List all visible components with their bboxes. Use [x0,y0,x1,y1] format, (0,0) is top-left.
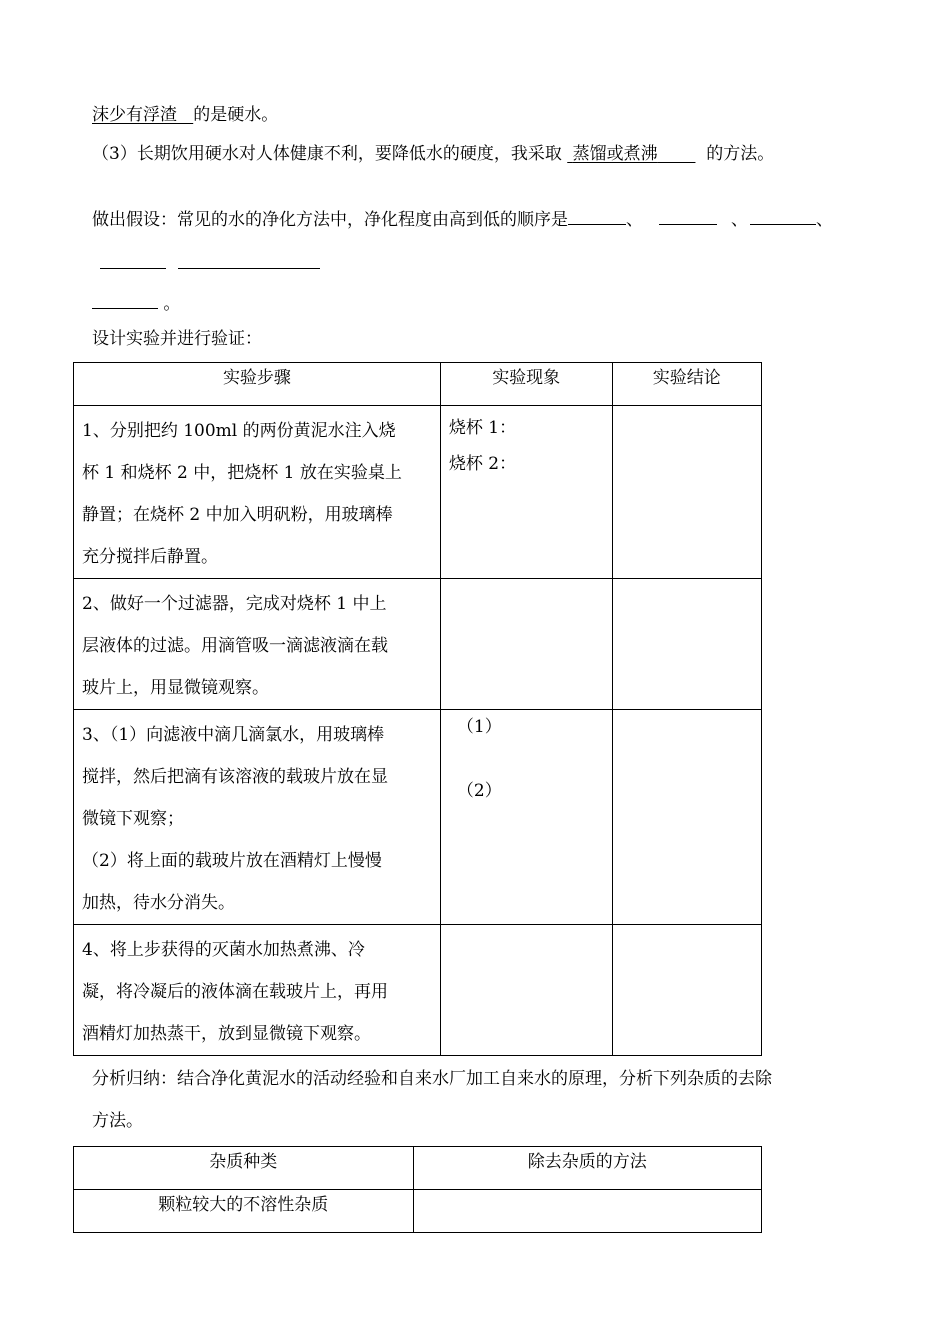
period: 。 [163,294,181,314]
blank-1[interactable] [568,206,626,225]
removal-method-cell[interactable] [413,1190,762,1233]
blank-4[interactable] [100,250,166,269]
header-impurity-type: 杂质种类 [74,1147,414,1190]
intro-line-2 [92,143,774,165]
phenomenon-cell[interactable] [440,579,612,710]
separator: 、 [626,210,643,230]
header-removal-method: 除去杂质的方法 [413,1147,762,1190]
hypothesis-text: 做出假设：常见的水的净化方法中，净化程度由高到低的顺序是 [92,210,568,230]
conclusion-cell[interactable] [612,710,762,925]
phenomenon-cell[interactable]: 烧杯 1： 烧杯 2： [440,406,612,579]
conclusion-cell[interactable] [612,925,762,1056]
analysis-line-2: 方法。 [92,1111,143,1131]
answer-method: 蒸馏或煮沸 [572,144,658,164]
separator: 、 [816,210,833,230]
intro-line-2-prefix: （3）长期饮用硬水对人体健康不利，要降低水的硬度，我采取 [92,144,562,164]
phenomenon-cell[interactable]: （1） （2） [440,710,612,925]
analysis-line-1: 分析归纳：结合净化黄泥水的活动经验和自来水厂加工自来水的原理，分析下列杂质的去除 [92,1069,772,1089]
blank-5[interactable] [178,250,320,269]
intro-line-2-suffix: 的方法。 [706,144,775,164]
header-conclusion: 实验结论 [612,363,762,406]
intro-line-1-rest: 的是硬水。 [193,105,279,125]
hypothesis-line [92,206,833,231]
table-row [74,710,762,925]
conclusion-cell[interactable] [612,406,762,579]
header-phenomenon: 实验现象 [440,363,612,406]
conclusion-cell[interactable] [612,579,762,710]
hypothesis-blanks-row [100,250,320,275]
table-row [74,1190,762,1233]
experiment-table-header [74,363,762,406]
step-cell: 1、分别把约 100ml 的两份黄泥水注入烧 杯 1 和烧杯 2 中，把烧杯 1 放在实验桌上 静置；在烧杯 2 中加入明矾粉，用玻璃棒 充分搅拌后静置。 [74,406,441,579]
table-row [74,579,762,710]
impurity-type-cell: 颗粒较大的不溶性杂质 [74,1190,414,1233]
phenomenon-cell[interactable] [440,925,612,1056]
experiment-table [73,362,762,1056]
table-row [74,925,762,1056]
intro-line-1 [92,104,278,126]
separator: 、 [731,210,748,230]
impurity-table [73,1146,762,1233]
table-row [74,406,762,579]
hypothesis-end-row [92,290,180,315]
blank-2[interactable] [659,206,717,225]
step-cell: 4、将上步获得的灭菌水加热煮沸、冷 凝，将冷凝后的液体滴在载玻片上，再用 酒精灯加热蒸干，放到显微镜下观察。 [74,925,441,1056]
impurity-table-header [74,1147,762,1190]
header-steps: 实验步骤 [74,363,441,406]
answer-underlined: 沫少有浮渣 [92,105,177,125]
blank-6[interactable] [92,290,158,309]
step-cell: 2、做好一个过滤器，完成对烧杯 1 中上 层液体的过滤。用滴管吸一滴滤液滴在载 玻片上，用显微镜观察。 [74,579,441,710]
design-label: 设计实验并进行验证： [92,329,262,349]
step-cell: 3、（1）向滤液中滴几滴氯水，用玻璃棒 搅拌，然后把滴有该溶液的载玻片放在显 微镜下观察； （2）将上面的载玻片放在酒精灯上慢慢 加热，待水分消失。 [74,710,441,925]
blank-3[interactable] [750,206,816,225]
